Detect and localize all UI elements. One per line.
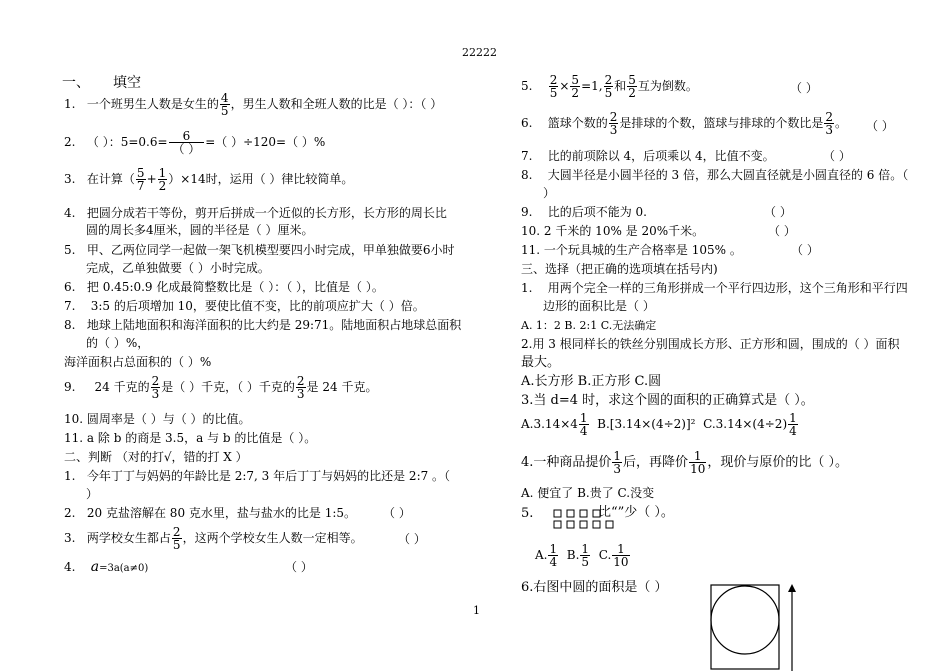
page-header: 22222: [462, 46, 497, 59]
choice-question-3: 3.当 d=4 时，求这个圆的面积的正确算式是（ ）。: [521, 393, 814, 408]
judge-question-6-paren: （ ）: [866, 119, 894, 133]
fill-question-8-line2: 的（ ）%，: [86, 336, 150, 350]
choice-question-6: 6.右图中圆的面积是（ ）: [521, 580, 668, 595]
choice-question-2-line2: 最大。: [521, 355, 561, 370]
choice-question-1-line2: 边形的面积比是（ ）: [543, 299, 655, 313]
judge-question-3-paren: （ ）: [398, 532, 426, 546]
judge-question-7-paren: （ ）: [823, 149, 851, 163]
judge-question-11: 11. 一个玩具城的生产合格率是 105% 。: [521, 243, 742, 257]
fill-question-6: 6. 把 0.45:0.9 化成最简整数比是（ ）：（ ），比值是（ ）。: [64, 280, 384, 294]
judge-question-10-paren: （ ）: [768, 224, 796, 238]
judge-question-2-paren: （ ）: [383, 506, 411, 520]
fill-question-5-line1: 5. 甲、乙两位同学一起做一架飞机模型要四小时完成，甲单独做要6小时: [64, 243, 455, 257]
section3-title: 三、选择（把正确的选项填在括号内): [521, 262, 718, 276]
choice-question-5-options: A. $\frac{1}{4}$ B. $\frac{1}{5}$ C. $\frac{1}{10}$: [535, 542, 629, 569]
fraction: $\frac{1}{3}$: [613, 449, 622, 476]
fraction: $\frac{2}{5}$: [172, 525, 181, 552]
judge-question-8-line1: 8. 大圆半径是小圆半径的 3 倍，那么大圆直径就是小圆直径的 6 倍。（: [521, 168, 909, 182]
judge-question-1-line2: ）: [86, 487, 99, 501]
choice-question-5-num: 5.: [521, 506, 534, 521]
choice-question-4-options: A. 便宜了 B.贵了 C.没变: [521, 486, 655, 500]
fill-question-5-line2: 完成，乙单独做要（ ）小时完成。: [86, 261, 270, 275]
judge-question-2: 2. 20 克盐溶解在 80 克水里，盐与盐水的比是 1:5。: [64, 506, 357, 520]
fraction: $\frac{1}{4}$: [579, 411, 588, 438]
judge-question-9-paren: （ ）: [764, 205, 792, 219]
fraction: $\frac{5}{2}$: [628, 73, 636, 100]
fill-question-2: 2. （ ）：5=0.6= $\frac{6}{( )}$ =（ ）÷120=（ ）%: [64, 129, 326, 156]
fraction: $\frac{1}{10}$: [613, 542, 629, 569]
fraction: $\frac{2}{3}$: [825, 110, 834, 137]
fill-question-10: 10. 圆周率是（ ）与（ ）的比值。: [64, 412, 251, 426]
judge-question-10: 10. 2 千米的 10% 是 20%千米。: [521, 224, 705, 238]
choice-question-1-options: A. 1：2 B. 2:1 C.无法确定: [521, 319, 657, 332]
fraction: $\frac{1}{5}$: [581, 542, 590, 569]
fraction: $\frac{2}{5}$: [604, 73, 613, 100]
judge-question-5-paren: （ ）: [790, 81, 818, 95]
choice-question-2-options: A.长方形 B.正方形 C.圆: [521, 374, 662, 389]
judge-question-6: 6. 篮球个数的 $\frac{2}{3}$ 是排球的个数，篮球与排球的个数比是 $\frac{2}{3}$ 。: [521, 110, 848, 137]
section1-title: 填空: [113, 75, 141, 91]
page-number: 1: [473, 604, 480, 617]
choice-question-5: 比“”少（ ）。: [598, 505, 674, 520]
fraction: $\frac{6}{( )}$: [169, 130, 205, 155]
circle-in-square-figure: [708, 582, 802, 671]
fraction: $\frac{5}{2}$: [571, 73, 580, 100]
judge-question-7: 7. 比的前项除以 4，后项乘以 4，比值不变。: [521, 149, 775, 163]
fill-question-4-line1: 4. 把圆分成若干等份，剪开后拼成一个近似的长方形，长方形的周长比: [64, 206, 447, 220]
fraction: $\frac{1}{4}$: [789, 411, 797, 438]
choice-question-4: 4.一种商品提价 $\frac{1}{3}$ 后，再降价 $\frac{1}{10}$ ，现价与原价的比（ ）。: [521, 449, 848, 476]
judge-question-8-line2: ）: [543, 186, 556, 200]
fraction: $\frac{2}{3}$: [296, 374, 305, 401]
choice-question-1-line1: 1. 用两个完全一样的三角形拼成一个平行四边形，这个三角形和平行四: [521, 281, 908, 295]
judge-question-4: 4. a=3a(a≠0): [64, 559, 149, 575]
fraction: $\frac{4}{5}$: [220, 91, 229, 118]
fraction: $\frac{5}{7}$: [136, 166, 145, 193]
fill-question-7: 7. 3:5 的后项增加 10，要使比值不变，比的前项应扩大（ ）倍。: [64, 299, 425, 313]
judge-question-3: 3. 两学校女生都占 $\frac{2}{5}$ ，这两个学校女生人数一定相等。: [64, 525, 363, 552]
choice-question-3-options: A.3.14×4 $\frac{1}{4}$ B.[3.14×(4÷2)]² C.3.14×(4÷2) $\frac{1}{4}$: [521, 411, 797, 438]
fraction: $\frac{2}{5}$: [549, 73, 558, 100]
fraction: $\frac{1}{2}$: [158, 166, 167, 193]
fill-question-4-line2: 圆的周长多4厘米，圆的半径是（ ）厘米。: [86, 223, 314, 237]
judge-question-1-line1: 1. 今年丁丁与妈妈的年龄比是 2:7, 3 年后丁丁与妈妈的比还是 2:7 。（: [64, 469, 451, 483]
fill-question-3: 3. 在计算（ $\frac{5}{7}$ + $\frac{1}{2}$ ）×14时，运用（ ）律比较简单。: [64, 166, 354, 193]
fill-question-8-line3: 海洋面积占总面积的（ ）%: [64, 355, 212, 369]
variable-a: a: [90, 559, 100, 575]
fraction: $\frac{2}{3}$: [151, 374, 160, 401]
judge-question-5: 5. $\frac{2}{5}$ × $\frac{5}{2}$ =1, $\frac{2}{5}$ 和 $\frac{5}{2}$ 互为倒数。: [521, 73, 698, 100]
section1-number: 一、: [62, 75, 90, 91]
judge-question-9: 9. 比的后项不能为 0.: [521, 205, 647, 219]
fraction: $\frac{1}{4}$: [549, 542, 558, 569]
fill-question-9: 9. 24 千克的 $\frac{2}{3}$ 是（ ）千克，（ ）千克的 $\frac{2}{3}$ 是 24 千克。: [64, 374, 378, 401]
fill-question-8-line1: 8. 地球上陆地面积和海洋面积的比大约是 29:71。陆地面积占地球总面积: [64, 318, 462, 332]
section2-title: 二、判断 （对的打√，错的打 X ）: [64, 450, 248, 464]
fraction: $\frac{2}{3}$: [609, 110, 618, 137]
fill-question-1: 1. 一个班男生人数是女生的 $\frac{4}{5}$ ，男生人数和全班人数的比是（ ）：（ ）: [64, 91, 443, 118]
judge-question-4-paren: （ ）: [285, 560, 313, 574]
fill-question-11: 11. a 除 b 的商是 3.5，a 与 b 的比值是（ ）。: [64, 431, 317, 445]
judge-question-11-paren: （ ）: [791, 243, 819, 257]
fraction: $\frac{1}{10}$: [690, 449, 706, 476]
choice-question-2-line1: 2.用 3 根同样长的铁丝分别围成长方形、正方形和圆，围成的（ ）面积: [521, 337, 900, 351]
